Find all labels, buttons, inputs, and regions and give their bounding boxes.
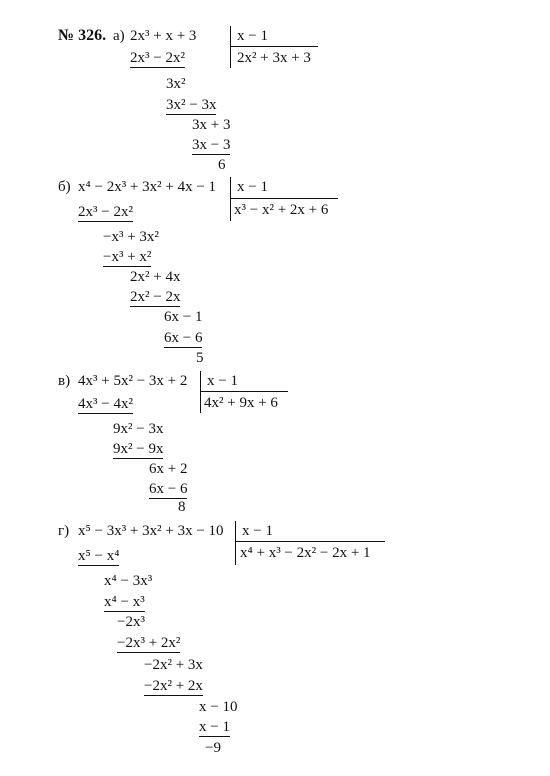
subtrahend: 6x − 6 — [164, 330, 203, 346]
division-horizontal-bar — [230, 198, 338, 199]
division-vertical-bar — [230, 177, 231, 221]
part-label: б) — [58, 179, 71, 195]
subtrahend: −x³ + x² — [103, 249, 152, 265]
quotient: 4x² + 9x + 6 — [204, 395, 278, 411]
subtrahend: 3x − 3 — [192, 137, 231, 153]
division-horizontal-bar — [235, 541, 385, 542]
subtrahend: 2x² − 2x — [130, 289, 181, 305]
remainder-step: 9x² − 3x — [113, 421, 164, 437]
remainder-step: 3x² — [166, 76, 186, 92]
quotient: x⁴ + x³ − 2x² − 2x + 1 — [240, 545, 371, 561]
division-vertical-bar — [235, 521, 236, 565]
subtrahend: 4x³ − 4x² — [78, 396, 133, 412]
subtrahend: 9x² − 9x — [113, 441, 164, 457]
final-remainder: 5 — [196, 350, 204, 366]
subtrahend: x⁴ − x³ — [104, 594, 145, 610]
quotient: x³ − x² + 2x + 6 — [234, 202, 329, 218]
dividend: x⁵ − 3x³ + 3x² + 3x − 10 — [78, 523, 224, 539]
divisor: x − 1 — [237, 28, 268, 44]
subtrahend: x⁵ − x⁴ — [78, 548, 120, 564]
subtrahend: 2x³ − 2x² — [78, 204, 133, 220]
division-vertical-bar — [230, 26, 231, 68]
subtrahend: −2x³ + 2x² — [117, 635, 181, 651]
subtrahend: 2x³ − 2x² — [130, 50, 185, 66]
remainder-step: 2x² + 4x — [130, 269, 181, 285]
dividend: 4x³ + 5x² − 3x + 2 — [78, 373, 188, 389]
subtrahend: x − 1 — [199, 719, 230, 735]
remainder-step: x − 10 — [199, 699, 238, 715]
remainder-step: −2x³ — [117, 614, 145, 630]
part-label: а) — [113, 28, 125, 44]
dividend: x⁴ − 2x³ + 3x² + 4x − 1 — [78, 179, 217, 195]
division-horizontal-bar — [200, 391, 288, 392]
part-label: г) — [58, 523, 70, 539]
subtrahend: 3x² − 3x — [166, 97, 217, 113]
remainder-step: −2x² + 3x — [144, 657, 203, 673]
remainder-step: 3x + 3 — [192, 117, 231, 133]
division-vertical-bar — [200, 371, 201, 413]
final-remainder: 8 — [178, 499, 186, 515]
divisor: x − 1 — [242, 523, 273, 539]
division-horizontal-bar — [230, 46, 318, 47]
remainder-step: 6x − 1 — [164, 309, 203, 325]
final-remainder: 6 — [218, 157, 226, 173]
problem-number: № 326. — [58, 27, 107, 44]
remainder-step: −x³ + 3x² — [103, 229, 159, 245]
quotient: 2x² + 3x + 3 — [237, 50, 311, 66]
remainder-step: 6x + 2 — [149, 461, 188, 477]
subtrahend: −2x² + 2x — [144, 678, 203, 694]
remainder-step: x⁴ − 3x³ — [104, 573, 153, 589]
divisor: x − 1 — [237, 179, 268, 195]
divisor: x − 1 — [207, 373, 238, 389]
dividend: 2x³ + x + 3 — [130, 28, 197, 44]
subtrahend: 6x − 6 — [149, 481, 188, 497]
part-label: в) — [58, 373, 71, 389]
final-remainder: −9 — [205, 740, 221, 756]
